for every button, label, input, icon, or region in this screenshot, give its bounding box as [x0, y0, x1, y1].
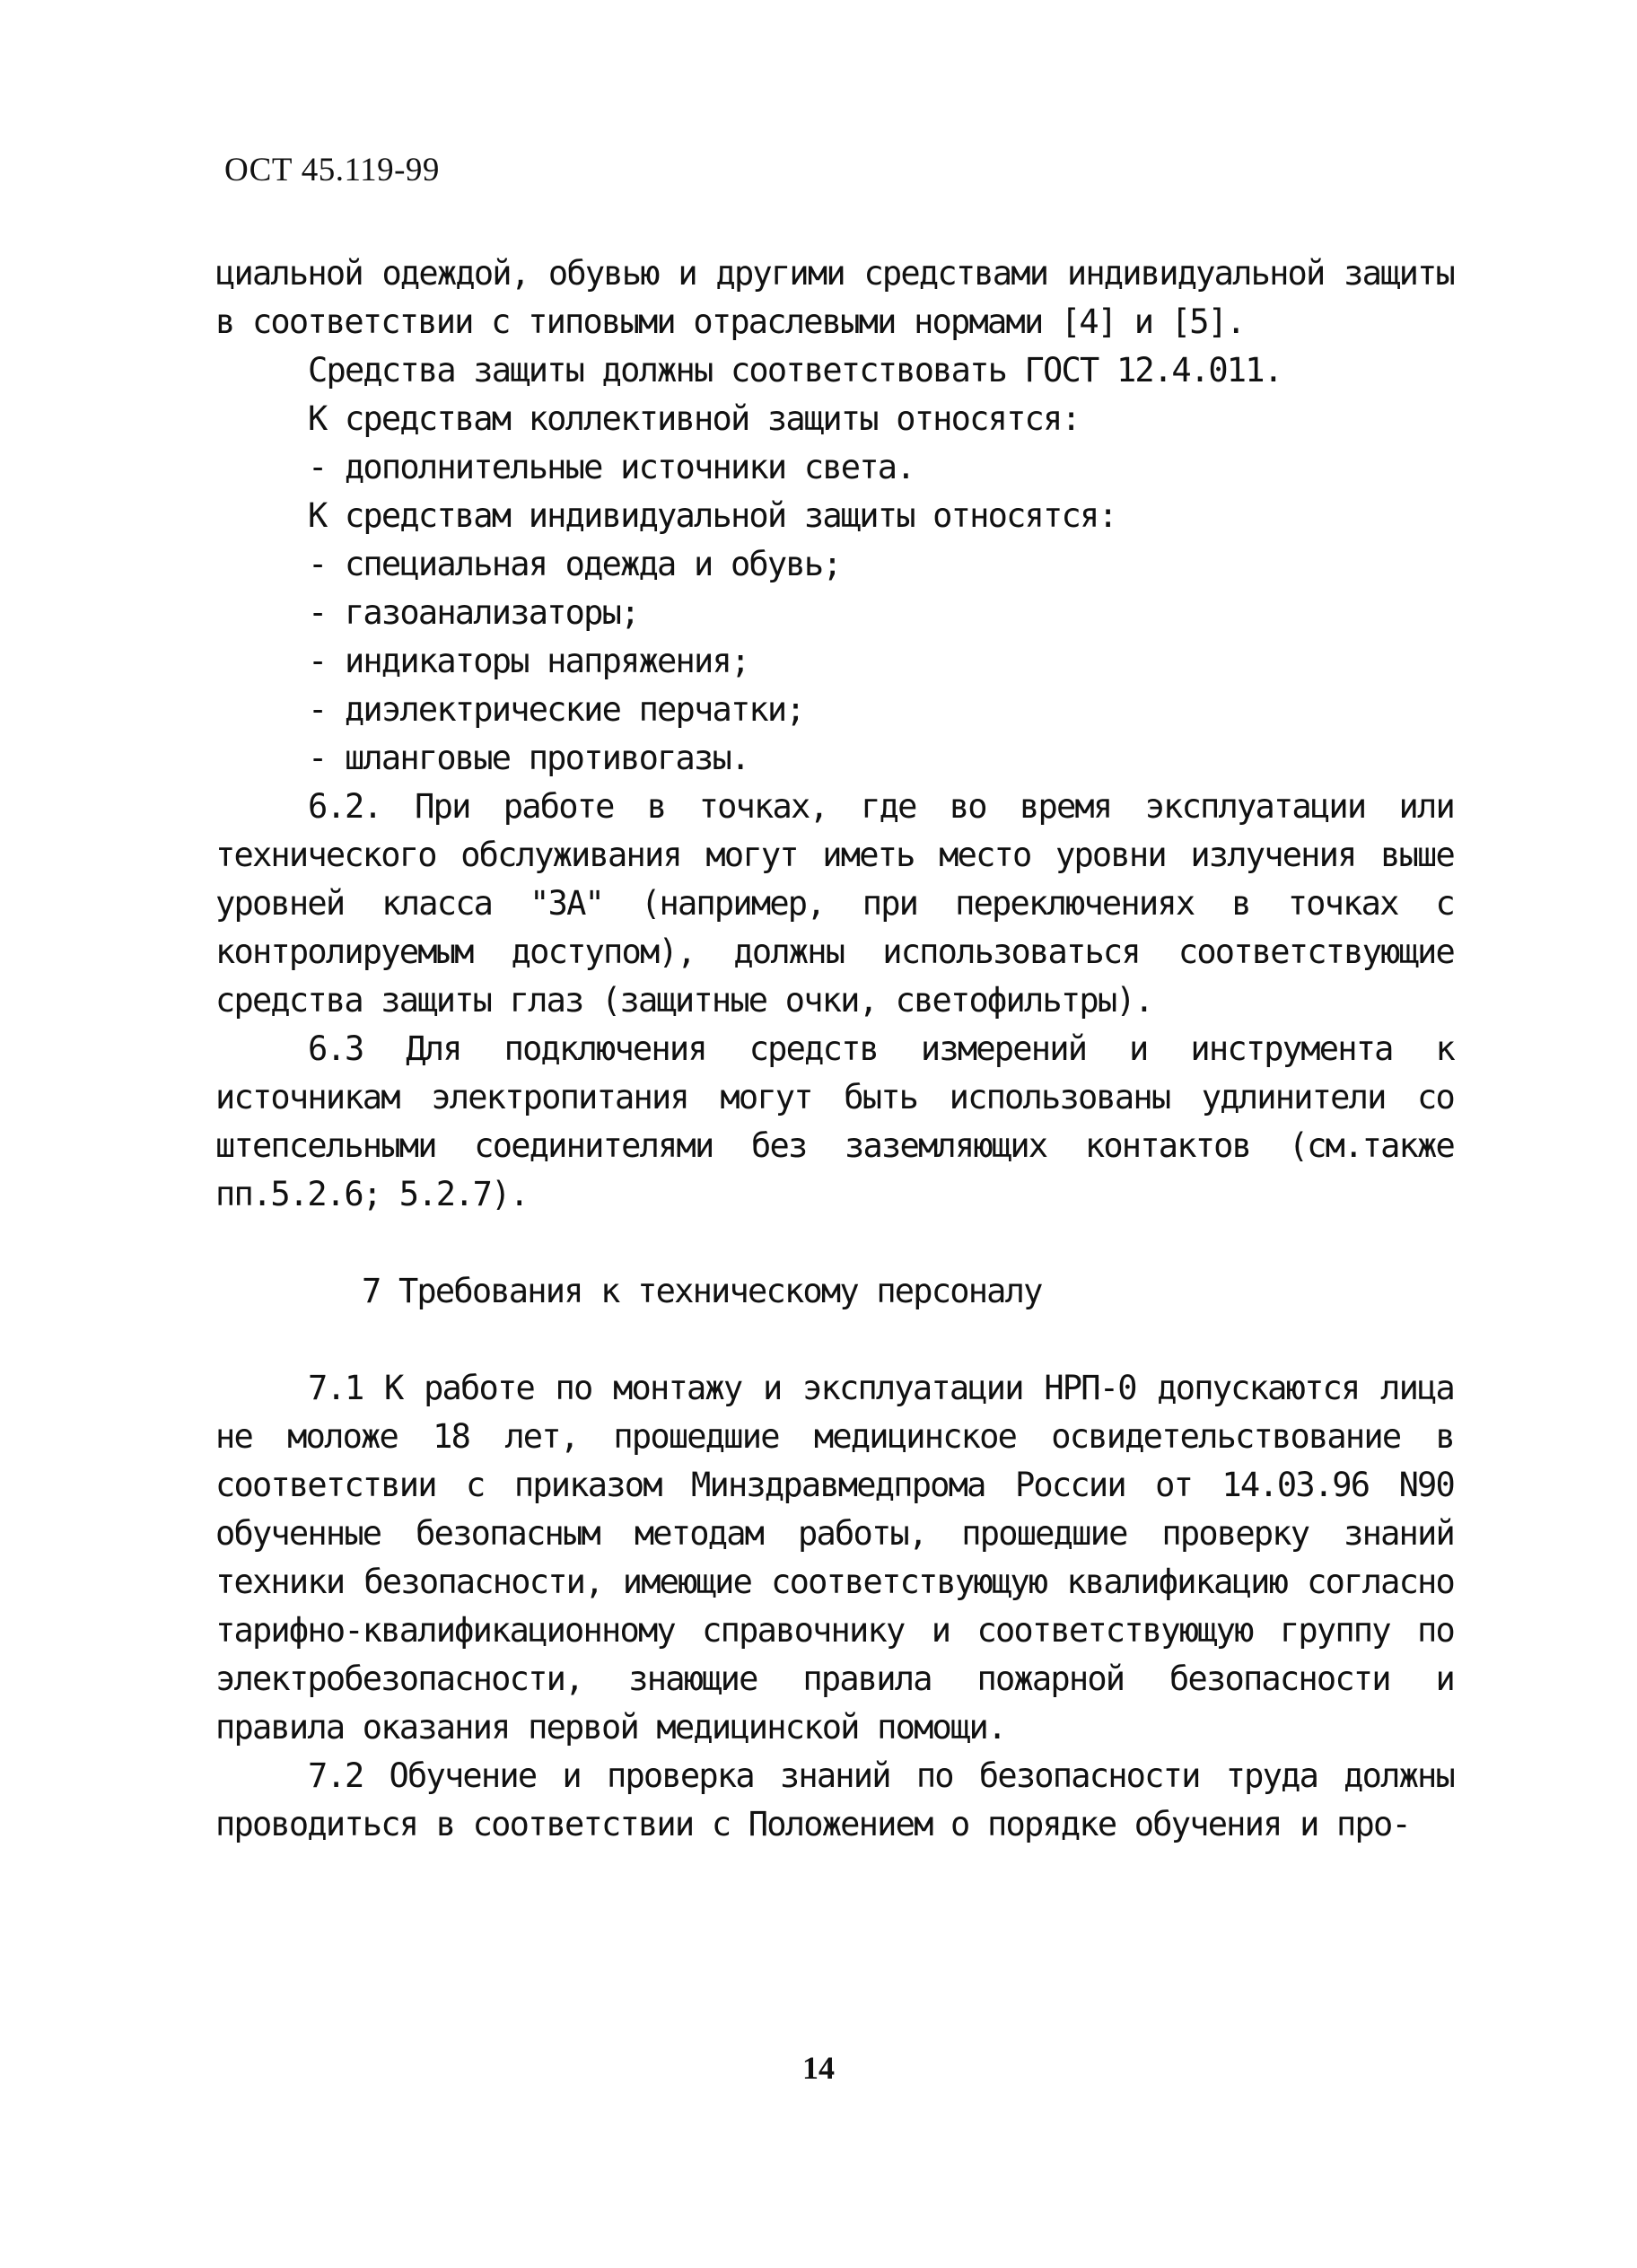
paragraph-individual-protection-intro: К средствам индивидуальной защиты относятся: — [308, 496, 1116, 535]
paragraph-protective-clothing: циальной одеждой, обувью и другими средствами индивидуальной защиты в соответствии с типовыми отраслевыми нормами [4] и [5]. — [215, 254, 1454, 341]
paragraph-7-1: 7.1 К работе по монтажу и эксплуатации НРП-0 допускаются лица не моложе 18 лет, прошедшие медицинское освидетельствование в соответствии с приказом Минздравмедпрома России от 14.03.96 N90 обученные безопасным методам работы, прошедшие проверку знаний техники безопасности, имеющие соответствующую квалификацию согласно тарифно-квалификационному справочнику и соответствующую группу по электробезопасности, знающие правила пожарной безопасности и правила оказания первой медицинской помощи. — [215, 1369, 1454, 1747]
section-7-heading: 7 Требования к техническому персоналу — [362, 1272, 1042, 1310]
paragraph-collective-protection-intro: К средствам коллективной защиты относятся: — [308, 399, 1080, 438]
document-code-header: ОСТ 45.119-99 — [224, 152, 440, 188]
list-item-individual: - диэлектрические перчатки; — [308, 690, 804, 729]
paragraph-7-2: 7.2 Обучение и проверка знаний по безопасности труда должны проводиться в соответствии с Положением о порядке обучения и про- — [215, 1756, 1454, 1843]
list-item-collective: - дополнительные источники света. — [308, 448, 915, 486]
paragraph-gost-compliance: Средства защиты должны соответствовать ГОСТ 12.4.011. — [308, 351, 1282, 390]
list-item-individual: - газоанализаторы; — [308, 593, 639, 632]
list-item-individual: - специальная одежда и обувь; — [308, 545, 841, 583]
list-item-individual: - индикаторы напряжения; — [308, 642, 749, 680]
list-item-individual: - шланговые противогазы. — [308, 739, 749, 777]
page-number: 14 — [802, 2050, 835, 2086]
paragraph-6-2: 6.2. При работе в точках, где во время эксплуатации или технического обслуживания могут иметь место уровни излучения выше уровней класса "3А" (например, при переключениях в точках с контролируемым доступом), должны использоваться соответствующие средства защиты глаз (защитные очки, светофильтры). — [215, 787, 1454, 1020]
paragraph-6-3: 6.3 Для подключения средств измерений и инструмента к источникам электропитания могут быть использованы удлинители со штепсельными соединителями без заземляющих контактов (см.также пп.5.2.6; 5.2.7). — [215, 1029, 1454, 1213]
document-body — [215, 250, 1454, 1849]
